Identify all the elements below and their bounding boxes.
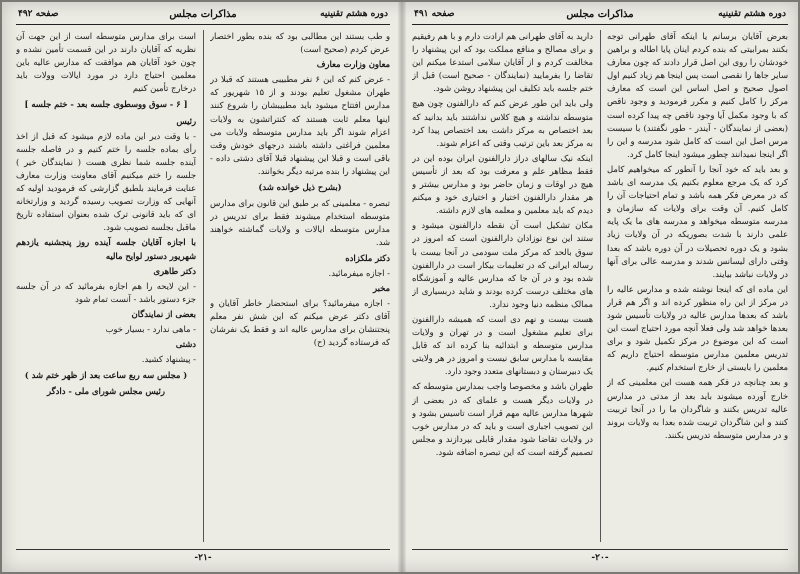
page-footer: [412, 549, 788, 568]
footer-page-number: -۲۰-: [591, 553, 609, 563]
page-number: صفحه ۴۹۲: [18, 9, 59, 19]
page-header: [16, 8, 390, 25]
left-page: [16, 8, 390, 568]
column-divider: [203, 30, 204, 542]
speaker-or-heading: دکتر طاهری: [153, 265, 196, 276]
paragraph: - عرض کنم که این ۶ نفر مطبیبی هستند که قبلا در طهران مشغول تعلیم بودند و از ۱۵ شهریور که مدارس افتتاح میشود باید مطبیبشان را شروع کنند اینها معلم ثابت هستند که کنتراتشون به ولایات اعزام شوند اگر باید مدارس متوسطه ولایات می معلمین فراغتی داشته باشند درجهای خودش وقت باقی است و قبلا این پیشنهاد قبلا آقای دشتی داده - این پیشنهاد را بنده مرتبه دیگر بخوانند.: [210, 74, 390, 176]
book-spread: [2, 2, 798, 572]
session-label: دوره هشتم تقنینیه: [718, 9, 786, 19]
paragraph: دارید به آقای طهرانی هم ارادت دارم و با هم رفیقیم و برای مصالح و منافع مملکت بود که این پیشنهاد را مخالفت کردم و از آقایان سلامی استدعا میکنم این تقاضا را بفرمایید (نمایندگان - صحیح است) قبل از ختم جلسه باید تکلیف این پیشنهاد روشن شود.: [412, 31, 593, 94]
paragraph: تبصره - معلمینی که بر طبق این قانون برای مدارس متوسطه استخدام میشوند فقط برای تدریس در مدارس متوسطه ایالات و ولایات گماشته خواهند شد.: [210, 198, 390, 248]
paragraph: - این لایحه را هم اجازه بفرمائید که در آن جلسه جزء دستور باشد - آنست تمام شود: [16, 280, 196, 304]
paragraph: - اجازه میفرمائید؟ برای استحضار خاطر آقایان و آقای دکتر عرض میکنم که این شش نفر معلم پنجتنشان برای مدارس عالیه اند و فقط یک نفرشان که فرستاده گردید (ح): [210, 297, 390, 348]
page-header: [412, 8, 788, 25]
right-page: [412, 8, 788, 568]
paragraph: طهران باشد و مخصوصا واجب بمدارس متوسطه که در ولایات دیگر هست و علمای که در بعضی از شهرها مدارس عالیه مهم قرار است تاسیس بشود و این تصویب اجباری است و باید که در مدارس خوب در ولایات تقاضا شود مقدار قابلی بپردازند و مجلس تصمیم گرفته است که این تبصره اضافه شود.: [412, 381, 593, 457]
paragraph: بعرض آقایان برسانم یا اینکه آقای طهرانی توجه بکنند بمرابیتی که بنده کردم اینان پایا اطاله و براهین خودشان را روی این اصل قرار دادند که چون معارف سایر جاها را نقصی است پس اینجا هم زیاد کنیم اول اصول صحیح و اصل اساس این است که معارف مرکز را کامل کنیم و مکرر فرمودید و وجود ناقص که با وجود مکمل آیا وجود ناقص چه پیدا کرده است (بعضی از نمایندگان - آیندر - طور نگفتند) با سیست مرس اصل این است که کامل شود مدرسه و این را اگر اینجا نمیدانند چطور میشود اینجا کامل کرد.: [607, 31, 788, 159]
speaker-or-heading: رئیس: [176, 115, 196, 126]
page-title: مذاکرات مجلس: [169, 9, 237, 20]
speaker-or-heading: ( مجلس سه ربع ساعت بعد از ظهر ختم شد ): [24, 370, 188, 381]
speaker-or-heading: [ ۶ - سوق ووسطوی جلسه بعد - ختم جلسه ]: [24, 99, 188, 110]
paragraph: است برای مدارس متوسطه است از این جهت آن نظریه که آقایان دارند در این قسمت تأمین نشده و چون خود آقایان هم موافقت که مدارس عالیه باین معلمین احتیاج دارد در مورد ایالات وولات باید درخارج تأمین کنیم: [16, 31, 196, 94]
page-title: مذاکرات مجلس: [566, 9, 634, 20]
text-column-left: [16, 30, 196, 542]
text-column-left: [412, 30, 593, 542]
paragraph: - پیشنهاد کشید.: [141, 354, 196, 365]
text-column-right: [607, 30, 788, 542]
page-footer: [16, 549, 390, 568]
paragraph: و بعد باید که خود آنجا را آنطور که میخواهیم کامل کرد که یک مرجع معلوم بکنیم یک مدرسه ای باشد که در معرض فکر همه باشد و تمام احتیاجات آن را کامل کنیم. آن وقت برای ولایات که سازمان و مدرسه متوسطه میخواهد و مدرسه های ما یک پایه علمی دارند با شدت بصوریکه در آن ولایات زیاد بشود و یک دوره تحصیلات در آن دوره باشد که بعدا وقتی دارای لیسانس شدند و مدرسه عالی برای آنها در ولایات نباشد بیایند.: [607, 163, 788, 279]
speaker-or-heading: دشتی: [175, 339, 196, 350]
paragraph: هست بیست و نهم دی است که همیشه دارالفنون برای تعلیم مشغول است و در تهران و ولایات مدارس متوسطه و ابتدائیه بنا کرده اند که قابل مقایسه با مدارس سابق نیست و امروز در هر ولایتی یک دبیرستان و دبستانهای متعدد وجود دارد.: [412, 313, 593, 377]
paragraph: - با وقت دیر این ماده لازم میشود که قبل از اخذ رأی بماده جلسه را ختم کنیم و در فاصله جلسه آینده جلسه شما نظری هست ( نمایندگان خیر ) جلسه را ختم میکنیم آقای معاونت وزارت معارف عنایت فرمایند بلطبق گزارشی که فرمودید اولیه که آنهایی که وزارت تصویب رسیده گردید و وزارتخانه ای که باید قانونی ترک شده بعنوان استفاده تاریخ ماقبل بجلسه تصویب شود.: [16, 130, 196, 233]
speaker-or-heading: مخبر: [372, 282, 390, 293]
paragraph: - اجازه میفرمائید.: [328, 267, 390, 278]
footer-page-number: -۲۱-: [194, 553, 212, 563]
speaker-or-heading: (بشرح ذیل خوانده شد): [258, 182, 342, 193]
paragraph: - ماهی ندارد - بسیار خوب: [105, 323, 196, 334]
text-column-right: [210, 30, 390, 542]
speaker-or-heading: بعضی از نمایندگان: [131, 308, 196, 319]
speaker-or-heading: رئیس مجلس شورای ملی - دادگر: [47, 386, 165, 397]
speaker-or-heading: دکتر ملکزاده: [345, 252, 390, 263]
paragraph: و طب بستند این مطالبی بود که بنده بطور اختصار عرض کردم (صحیح است): [210, 31, 390, 55]
page-number: صفحه ۴۹۱: [414, 9, 455, 19]
paragraph: ولی باید این طور عرض کنم که دارالفنون چون هیچ متوسطه نداشته و هیچ کلاس نداشتند باید بدانید که بعد اختصاص به مرکز داشت بعد اختصاص پیدا کرد به مرکز بعد باین ترتیب وقتی که اعزام شوند.: [412, 98, 593, 148]
paragraph: مکان تشکیل است آن نقطه دارالفنون میشود و ستند این نوع نوزادان دارالفنون است که امروز در سوق بالحد که مرکز ملت سودمی در آنجا بیست با رساله ایرانی که در تعلیمات بیکار است در دارالفنون شده بود و در آن جا که مدارس عالیه و آموزشگاه های مختلف درست کرده بودند و شاید دربسیاری از ممالک منظمه دنیا وجود ندارد.: [412, 220, 593, 309]
session-label: دوره هشتم تقنینیه: [320, 9, 388, 19]
column-divider: [600, 30, 601, 542]
speaker-or-heading: با اجازه آقایان جلسه آینده روز پنجشنبه یازدهم شهریور دستور لوایح مالیه: [16, 237, 196, 261]
speaker-or-heading: معاون وزارت معارف: [316, 59, 390, 70]
paragraph: اینکه نیک سالهای دراز دارالفنون ایران بوده این در فقط مظاهر علم و معرفت بود که بعد از تأسیس هیچ در اوقات و زمان حاضر بود و مدارس بیشتر و هر مقدار دارالفنون اختیار و اختیاری خود و میکنم دیدم که باید معلمین و معلمه های لازم داشته.: [412, 152, 593, 216]
paragraph: و بعد چنانچه در فکر همه هست این معلمینی که از خارج آورده میشوند باید بعد از مدتی در مدارس عالیه تدریس بکنند و شاگردان ما را در آنجا تربیت کنند و این شاگردان تربیت شده بعدا به ولایات بروند و در مدارس متوسطه تدریس بکنند.: [607, 377, 788, 440]
book-gutter: [398, 2, 406, 572]
paragraph: این ماده ای که اینجا نوشته شده و مدارس عالیه را در مرکز از این راه منظور کرده اند و اگر هم قرار باشد که بعدها مدارس عالیه در ولایات تأسیس شود بعدها خواهد شد ولی فعلا آنچه مورد احتیاج است این است که این موضوع در مرکز تکمیل شود و برای تدریس معلمین مدارس متوسطه احتیاج داریم که معلمین را بایستی از خارج استخدام کنیم.: [607, 283, 788, 373]
